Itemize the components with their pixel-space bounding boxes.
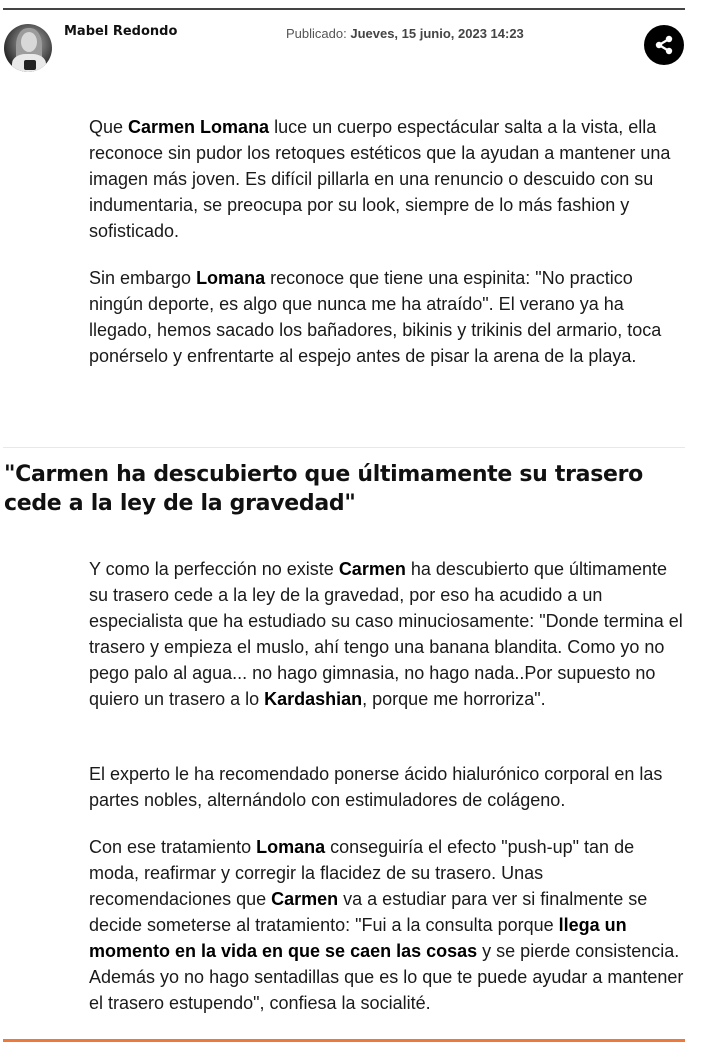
article-paragraph [89,834,685,1016]
article-paragraph [89,265,685,369]
text: Y como la perfección no existe [89,559,339,579]
article-paragraph [89,114,685,244]
article-paragraph [89,761,685,813]
bold-text: Kardashian [264,689,363,709]
text: El experto le ha recomendado ponerse ácido hialurónico corporal en las partes nobles, alternándolo con estimuladores de colágeno. [89,764,663,810]
top-divider [3,8,685,10]
avatar-face [21,32,37,52]
avatar-microphone [24,60,36,70]
author-name[interactable]: Mabel Redondo [64,24,178,39]
text: Con ese tratamiento [89,837,257,857]
text: conseguiría el efecto "push-up" tan de moda, reafirmar y corregir la flacidez de su trasero. Unas recomendaciones que [89,837,635,909]
text: ha descubierto que últimamente su trasero cede a la ley de la gravedad, por eso ha acudido a un especialista que ha estudiado su caso minuciosamente: "Donde termina el trasero y empieza el muslo, ahí tengo una banana blandita. Como yo no pego palo al agua... no hago gimnasia, no hago nada..Por supuesto no quiero un trasero a lo [89,559,683,709]
text: luce un cuerpo espectácular salta a la vista, ella reconoce sin pudor los retoques estéticos que la ayudan a mantener una imagen más joven. Es difícil pillarla en una renuncio o descuido con su indumentaria, se preocupa por su look, siempre de lo más fashion y sofisticado. [89,117,671,241]
article-paragraph [89,556,685,712]
published-info [286,26,524,41]
bold-text: Carmen [338,559,406,579]
bold-text: Lomana [256,837,326,857]
bold-text: Carmen [271,889,339,909]
text: , porque me horroriza". [362,689,546,709]
text: Que [89,117,129,137]
author-avatar[interactable] [4,24,52,72]
share-button[interactable] [644,25,684,65]
bold-text: Carmen Lomana [128,117,270,137]
article-subheading: "Carmen ha descubierto que últimamente su trasero cede a la ley de la gravedad" [4,462,643,516]
text: Sin embargo [89,268,197,288]
text: va a estudiar para ver si finalmente se decide someterse al tratamiento: "Fui a la consulta porque [89,889,648,935]
bold-text: llega un momento en la vida en que se caen las cosas [89,915,627,961]
published-label: Publicado: [286,26,347,41]
text: y se pierde consistencia. Además yo no hago sentadillas que es lo que te puede ayudar a mantener el trasero estupendo", confiesa la socialité. [89,941,684,1013]
share-icon [653,34,675,56]
bold-text: Lomana [196,268,266,288]
bottom-accent-divider [3,1039,685,1042]
text: reconoce que tiene una espinita: "No practico ningún deporte, es algo que nunca me ha atraído". El verano ya ha llegado, hemos sacado los bañadores, bikinis y trikinis del armario, toca ponérselo y enfrentarte al espejo antes de pisar la arena de la playa. [89,268,662,366]
section-divider [3,447,685,448]
published-date: Jueves, 15 junio, 2023 14:23 [350,26,524,41]
